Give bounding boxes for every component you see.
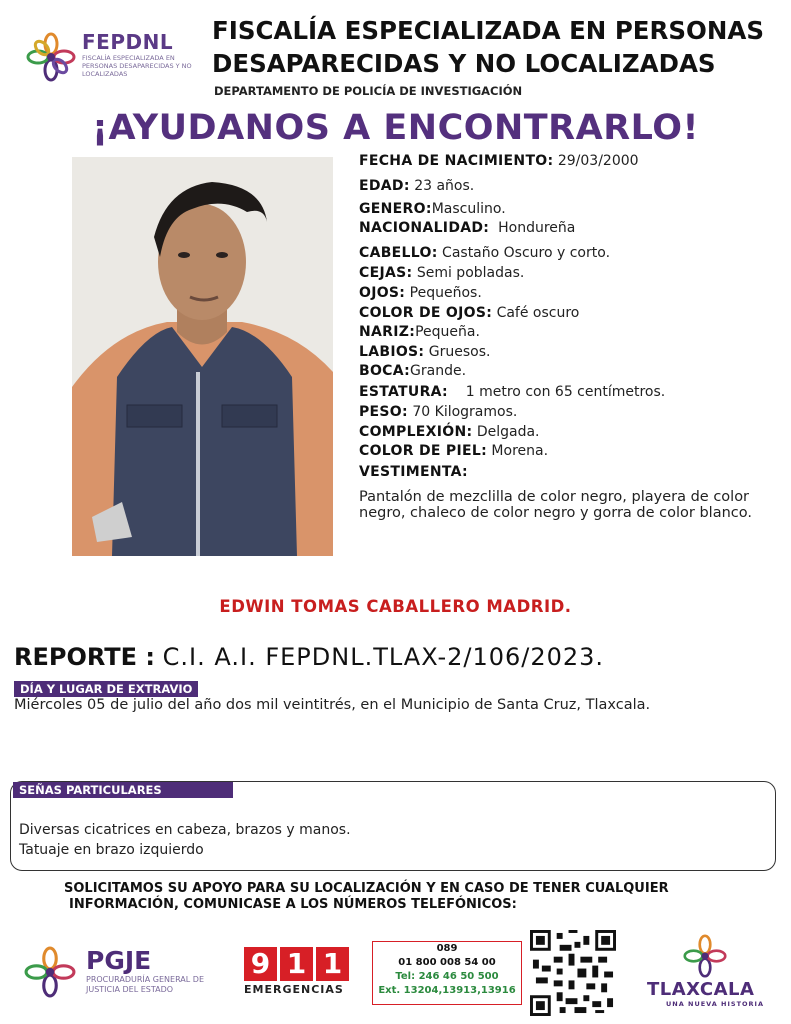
pgje-subtitle: PROCURADURÍA GENERAL DE JUSTICIA DEL ESTADO: [86, 975, 204, 994]
emergencias-label: EMERGENCIAS: [244, 983, 344, 996]
qr-code-icon: [530, 930, 616, 1016]
detail-row: LABIOS: Gruesos.: [359, 344, 491, 360]
detail-row: BOCA:Grande.: [359, 363, 467, 379]
support-request-line1: SOLICITAMOS SU APOYO PARA SU LOCALIZACIÓN Y EN CASO DE TENER CUALQUIER: [64, 881, 669, 896]
tlaxcala-logo-text: TLAXCALA: [647, 979, 755, 1000]
senas-box: [10, 781, 776, 871]
detail-row: COMPLEXIÓN: Delgada.: [359, 424, 540, 440]
detail-row: NARIZ:Pequeña.: [359, 324, 480, 340]
phone-tel: Tel: 246 46 50 500: [395, 971, 499, 982]
report-line: [14, 643, 604, 671]
tlaxcala-flower-logo: [683, 934, 727, 978]
pgje-flower-logo: [24, 946, 76, 998]
header-title: [212, 14, 782, 80]
phone-ext: Ext. 13204,13913,13916: [378, 985, 516, 996]
digit-1b: 1: [316, 947, 349, 981]
detail-row: OJOS: Pequeños.: [359, 285, 482, 301]
header-department: DEPARTAMENTO DE POLICÍA DE INVESTIGACIÓN: [214, 84, 523, 98]
phone-089: 089: [436, 943, 458, 954]
detail-row: NACIONALIDAD: Hondureña: [359, 220, 576, 236]
vestimenta-description: Pantalón de mezclilla de color negro, playera de color negro, chaleco de color negro y gorra de color blanco.: [359, 489, 752, 521]
digit-9: 9: [244, 947, 277, 981]
header-title-line1: FISCALÍA ESPECIALIZADA EN PERSONAS: [212, 16, 764, 45]
digit-1: 1: [280, 947, 313, 981]
support-request: [64, 881, 764, 913]
detail-row: FECHA DE NACIMIENTO: 29/03/2000: [359, 153, 639, 169]
person-photo: [72, 157, 333, 556]
detail-row: COLOR DE OJOS: Café oscuro: [359, 305, 580, 321]
tlaxcala-subtitle: UNA NUEVA HISTORIA: [666, 1000, 765, 1008]
detail-row: CEJAS: Semi pobladas.: [359, 265, 525, 281]
extravio-label: DÍA Y LUGAR DE EXTRAVIO: [14, 681, 198, 697]
detail-row: VESTIMENTA:: [359, 464, 468, 480]
extravio-text: Miércoles 05 de julio del año dos mil veintitrés, en el Municipio de Santa Cruz, Tlaxcala.: [14, 697, 651, 713]
report-number: C.I. A.I. FEPDNL.TLAX-2/106/2023.: [162, 643, 605, 671]
logo-subtitle: FISCALÍA ESPECIALIZADA EN PERSONAS DESAPARECIDAS Y NO LOCALIZADAS: [82, 54, 192, 78]
fepdnl-flower-logo: [26, 32, 76, 82]
report-label: REPORTE :: [14, 643, 155, 671]
detail-row: CABELLO: Castaño Oscuro y corto.: [359, 245, 611, 261]
detail-row: GENERO:Masculino.: [359, 201, 506, 217]
detail-row: COLOR DE PIEL: Morena.: [359, 443, 549, 459]
detail-row: ESTATURA: 1 metro con 65 centímetros.: [359, 384, 666, 400]
senas-line1: Diversas cicatrices en cabeza, brazos y manos.: [19, 822, 351, 838]
phone-numbers-box: [372, 941, 522, 1005]
header-title-line2: DESAPARECIDAS Y NO LOCALIZADAS: [212, 49, 716, 78]
senas-label: SEÑAS PARTICULARES: [13, 782, 233, 798]
pgje-logo-text: PGJE: [86, 946, 152, 975]
detail-row: EDAD: 23 años.: [359, 178, 475, 194]
emergency-911-logo: [244, 947, 352, 996]
senas-line2: Tatuaje en brazo izquierdo: [19, 842, 204, 858]
person-photo-illustration: [72, 157, 333, 556]
detail-row: PESO: 70 Kilogramos.: [359, 404, 518, 420]
support-request-line2: INFORMACIÓN, COMUNICASE A LOS NÚMEROS TELEFÓNICOS:: [69, 897, 517, 912]
phone-800: 01 800 008 54 00: [398, 957, 496, 968]
missing-person-name: EDWIN TOMAS CABALLERO MADRID.: [219, 597, 572, 616]
logo-abbreviation: FEPDNL: [82, 30, 174, 54]
headline: ¡AYUDANOS A ENCONTRARLO!: [92, 108, 699, 148]
